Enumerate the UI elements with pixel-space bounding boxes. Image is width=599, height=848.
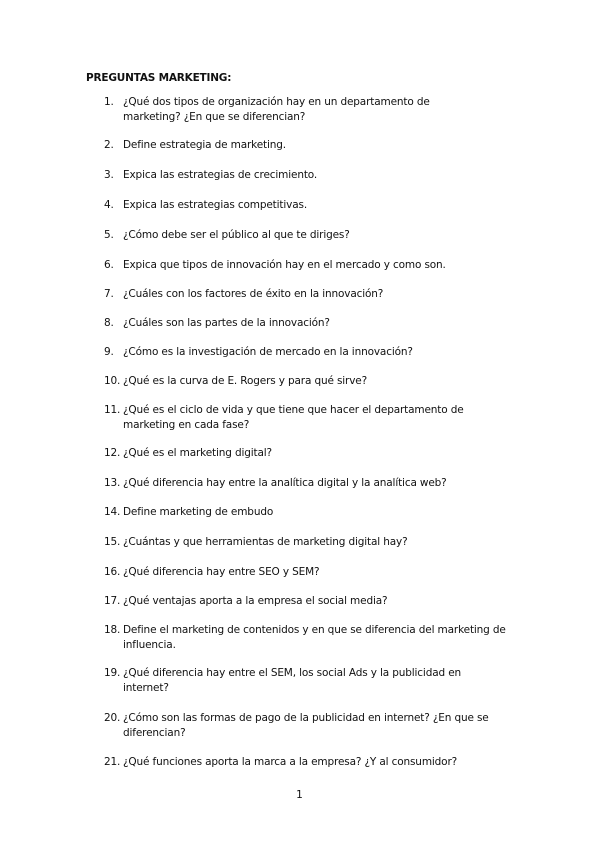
question-number: 12.: [104, 447, 121, 459]
question-number: 20.: [104, 712, 121, 724]
list-item: [104, 95, 504, 124]
question-number: 2.: [104, 139, 114, 151]
question-text: ¿Cuántas y que herramientas de marketing digital hay?: [123, 536, 408, 548]
question-number: 14.: [104, 506, 121, 518]
list-item: [104, 316, 504, 331]
question-number: 3.: [104, 169, 114, 181]
question-text: ¿Cuáles con los factores de éxito en la innovación?: [123, 288, 384, 300]
question-text: ¿Cómo es la investigación de mercado en la innovación?: [123, 346, 413, 358]
question-text: ¿Qué es el ciclo de vida y que tiene que hacer el departamento de marketing en cada fase?: [123, 404, 464, 431]
question-text: ¿Qué es la curva de E. Rogers y para qué sirve?: [123, 375, 368, 387]
question-number: 11.: [104, 404, 121, 416]
list-item: [104, 446, 504, 461]
question-number: 17.: [104, 595, 121, 607]
question-number: 19.: [104, 667, 121, 679]
question-number: 5.: [104, 229, 114, 241]
list-item: [104, 345, 504, 360]
question-text: Define marketing de embudo: [123, 506, 274, 518]
question-text: ¿Qué dos tipos de organización hay en un departamento de marketing? ¿En que se diferencian?: [123, 96, 430, 123]
page-number: 1: [296, 789, 303, 801]
list-item: [104, 666, 504, 695]
question-number: 13.: [104, 477, 121, 489]
question-number: 21.: [104, 756, 121, 768]
question-text: Expica las estrategias de crecimiento.: [123, 169, 318, 181]
question-text: ¿Cómo son las formas de pago de la publicidad en internet? ¿En que se diferencian?: [123, 712, 489, 739]
question-number: 10.: [104, 375, 121, 387]
question-text: ¿Qué diferencia hay entre el SEM, los social Ads y la publicidad en internet?: [123, 667, 462, 694]
list-item: [104, 198, 504, 213]
question-text: ¿Cuáles son las partes de la innovación?: [123, 317, 330, 329]
list-item: [104, 258, 504, 273]
list-item: [104, 287, 504, 302]
list-item: [104, 403, 504, 432]
question-number: 1.: [104, 96, 114, 108]
list-item: [104, 711, 504, 740]
list-item: [104, 374, 504, 389]
question-number: 18.: [104, 624, 121, 636]
list-item: [104, 594, 504, 609]
list-item: [104, 505, 504, 520]
question-text: Define el marketing de contenidos y en que se diferencia del marketing de influencia.: [123, 624, 506, 651]
question-text: ¿Qué diferencia hay entre la analítica digital y la analítica web?: [123, 477, 447, 489]
list-item: [104, 535, 504, 550]
question-text: ¿Cómo debe ser el público al que te diriges?: [123, 229, 350, 241]
question-text: Expica que tipos de innovación hay en el mercado y como son.: [123, 259, 446, 271]
document-title: PREGUNTAS MARKETING:: [86, 72, 232, 84]
question-number: 7.: [104, 288, 114, 300]
question-number: 16.: [104, 566, 121, 578]
list-item: [104, 138, 504, 153]
question-text: ¿Qué ventajas aporta a la empresa el social media?: [123, 595, 388, 607]
list-item: [104, 228, 504, 243]
question-number: 4.: [104, 199, 114, 211]
list-item: [104, 476, 504, 491]
question-text: Expica las estrategias competitivas.: [123, 199, 308, 211]
question-number: 8.: [104, 317, 114, 329]
list-item: [104, 755, 504, 770]
question-text: ¿Qué es el marketing digital?: [123, 447, 272, 459]
list-item: [104, 623, 504, 652]
question-text: Define estrategia de marketing.: [123, 139, 286, 151]
question-number: 15.: [104, 536, 121, 548]
question-number: 6.: [104, 259, 114, 271]
question-text: ¿Qué diferencia hay entre SEO y SEM?: [123, 566, 320, 578]
list-item: [104, 565, 504, 580]
list-item: [104, 168, 504, 183]
question-number: 9.: [104, 346, 114, 358]
question-text: ¿Qué funciones aporta la marca a la empresa? ¿Y al consumidor?: [123, 756, 458, 768]
